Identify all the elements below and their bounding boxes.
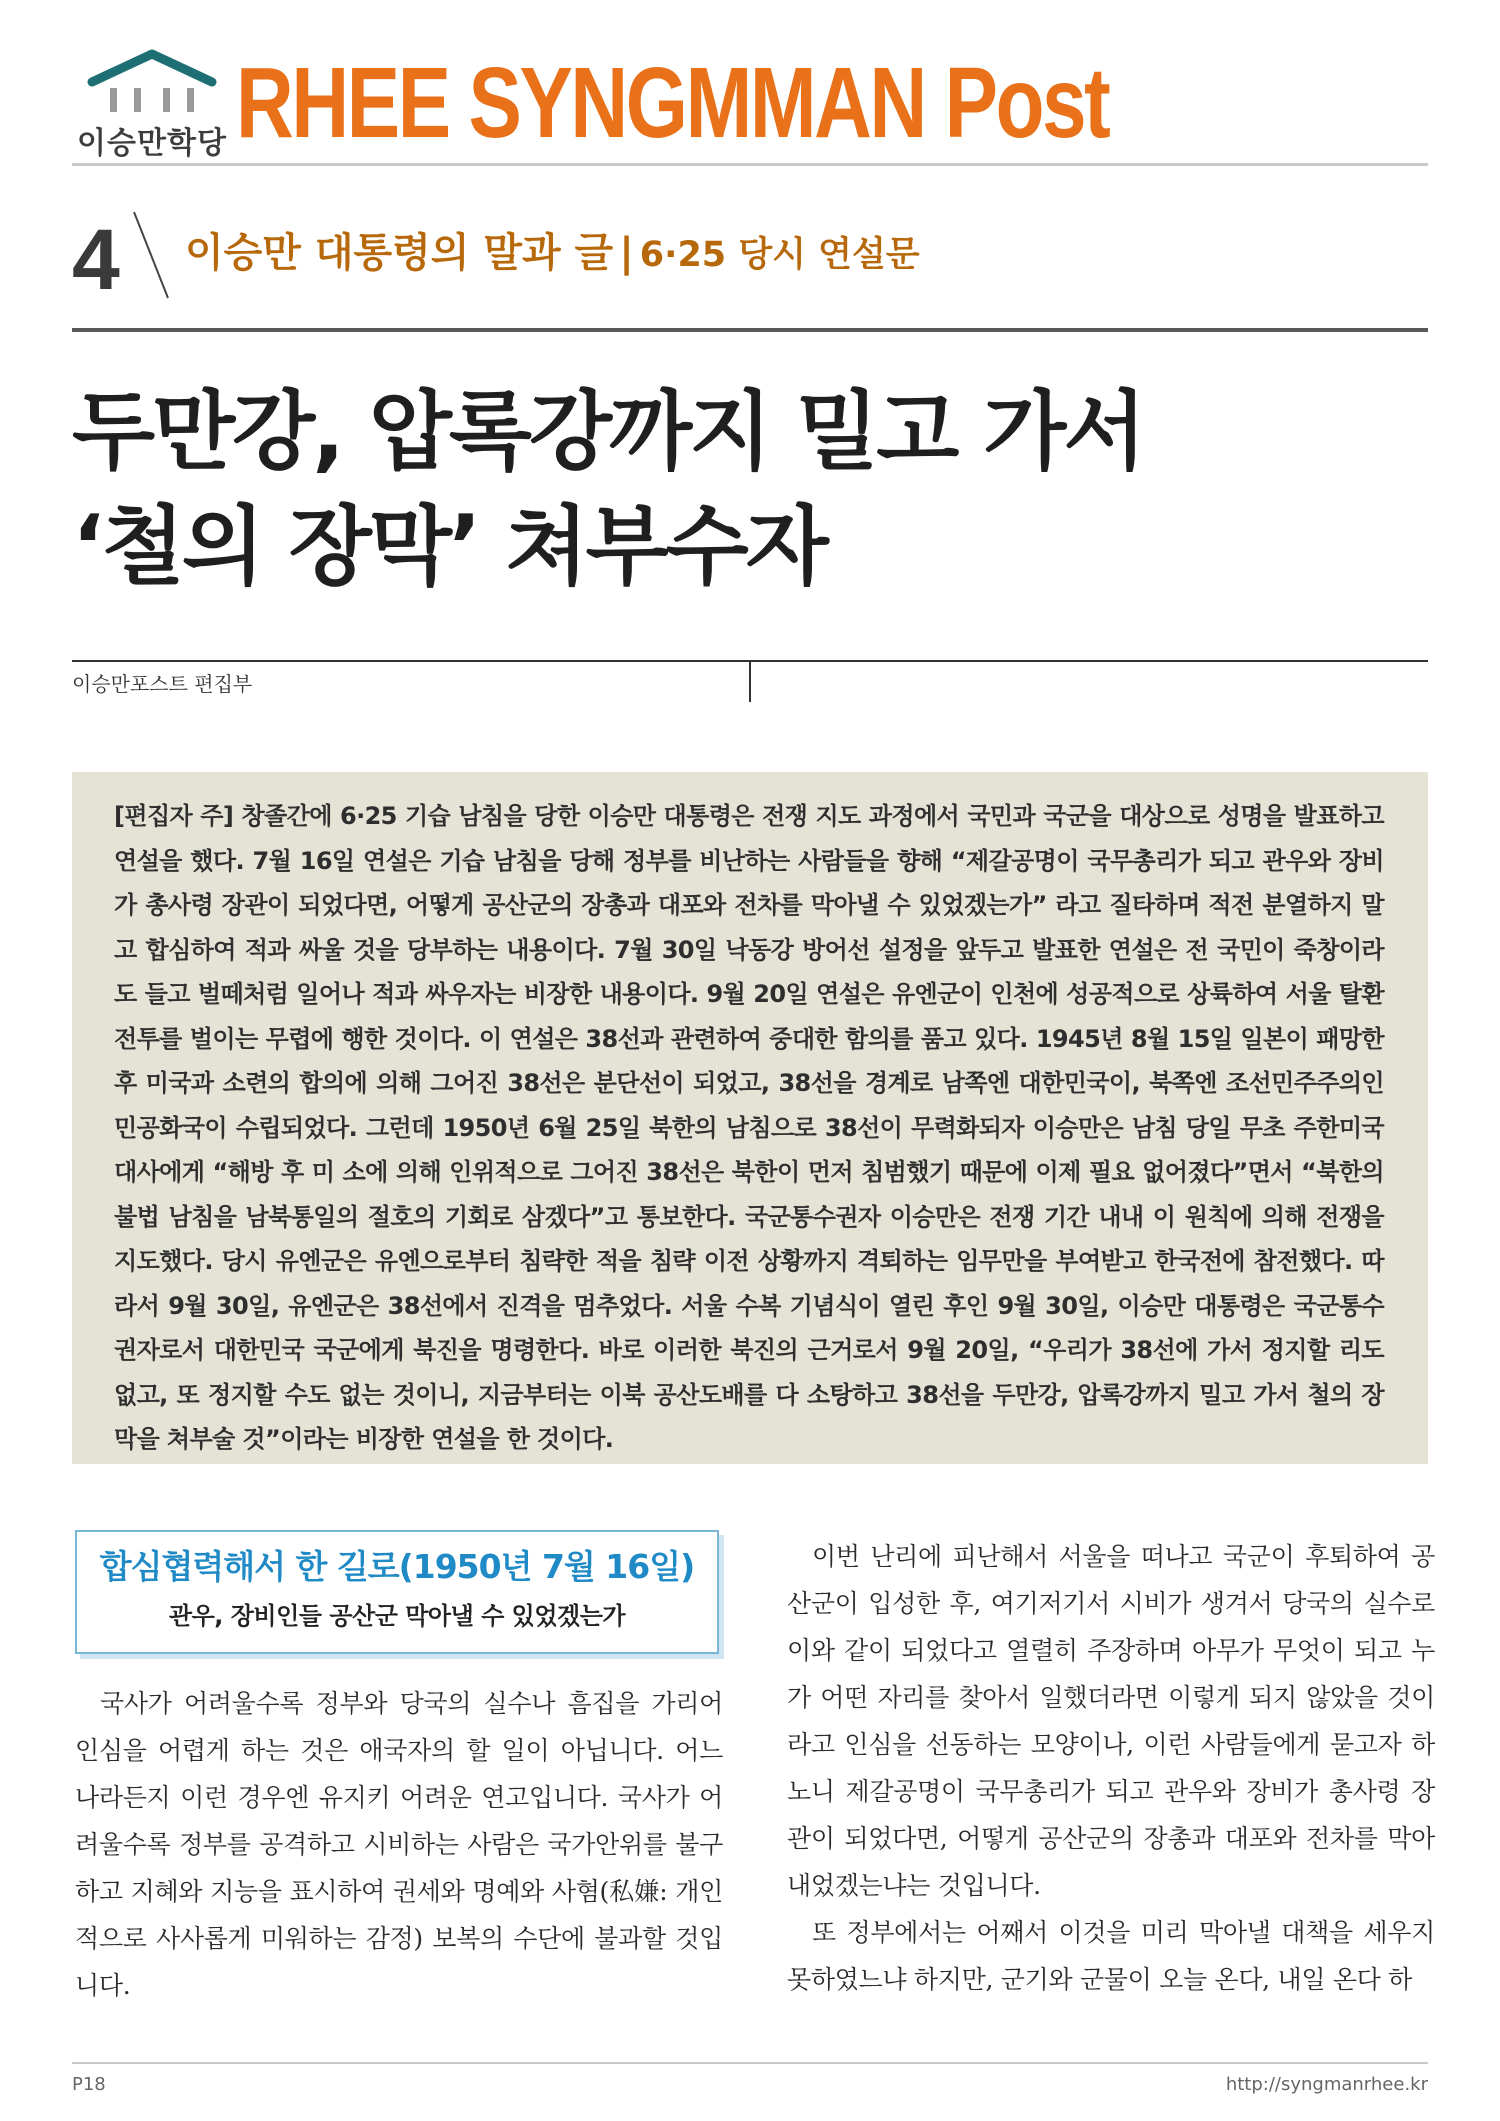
headline-line-1: 두만강, 압록강까지 밀고 가서 bbox=[72, 382, 1144, 482]
masthead-title: RHEE SYNGMMAN Post bbox=[236, 47, 1109, 159]
editor-note-text: [편집자 주] 창졸간에 6·25 기습 남침을 당한 이승만 대통령은 전쟁 지도 과정에서 국민과 국군을 대상으로 성명을 발표하고 연설을 했다. 7월 16일 연설은 기습 남침을 당해 정부를 비난하는 사람들을 향해 “제갈공명이 국무총리가 되고 관우와 장비가 총사령 장관이 되었다면, 어떻게 공산군의 장총과 대포와 전차를 막아낼 수 있었겠는가” 라고 질타하며 적전 분열하지 말고 합심하여 적과 싸울 것을 당부하는 내용이다. 7월 30일 낙동강 방어선 설정을 앞두고 발표한 연설은 전 국민이 죽창이라도 들고 벌떼처럼 일어나 적과 싸우자는 비장한 내용이다. 9월 20일 연설은 유엔군이 인천에 성공적으로 상륙하여 서울 탈환 전투를 벌이는 무렵에 행한 것이다. 이 연설은 38선과 관련하여 중대한 함의를 품고 있다. 1945년 8월 15일 일본이 패망한 후 미국과 소련의 합의에 의해 그어진 38선은 분단선이 되었고, 38선을 경계로 남쪽엔 대한민국이, 북쪽엔 조선민주주의인민공화국이 수립되었다. 그런데 1950년 6월 25일 북한의 남침으로 38선이 무력화되자 이승만은 남침 당일 무초 주한미국대사에게 “해방 후 미 소에 의해 인위적으로 그어진 38선은 북한이 먼저 침범했기 때문에 이제 필요 없어졌다”면서 “북한의 불법 남침을 남북통일의 절호의 기회로 삼겠다”고 통보한다. 국군통수권자 이승만은 전쟁 기간 내내 이 원칙에 의해 전쟁을 지도했다. 당시 유엔군은 유엔으로부터 침략한 적을 침략 이전 상황까지 격퇴하는 임무만을 부여받고 한국전에 참전했다. 따라서 9월 30일, 유엔군은 38선에서 진격을 멈추었다. 서울 수복 기념식이 열린 후인 9월 30일, 이승만 대통령은 국군통수권자로서 대한민국 국군에게 북진을 명령한다. 바로 이러한 북진의 근거로서 9월 20일, “우리가 38선에 가서 정지할 리도 없고, 또 정지할 수도 없는 것이니, 지금부터는 이북 공산도배를 다 소탕하고 38선을 두만강, 압록강까지 밀고 가서 철의 장막을 쳐부술 것”이라는 비장한 연설을 한 것이다. bbox=[114, 802, 1384, 1453]
page-number: P18 bbox=[72, 2074, 106, 2095]
section-title-text: 이승만 대통령의 말과 글 bbox=[185, 230, 614, 276]
logo bbox=[72, 48, 232, 161]
footer-rule bbox=[72, 2062, 1428, 2064]
section-subtitle: 6·25 당시 연설문 bbox=[639, 235, 920, 275]
section-separator: | bbox=[619, 230, 634, 276]
section-title bbox=[185, 225, 920, 283]
headline bbox=[72, 375, 1452, 605]
backslash-divider-icon bbox=[126, 200, 186, 310]
hall-logo-icon bbox=[72, 48, 232, 118]
editor-note-box bbox=[72, 772, 1428, 1464]
section-number: 4 bbox=[72, 212, 120, 308]
body-paragraph: 또 정부에서는 어째서 이것을 미리 막아낼 대책을 세우지 못하였느냐 하지만, 군기와 군물이 오늘 온다, 내일 온다 하 bbox=[787, 1918, 1435, 1994]
speech-title: 합심협력해서 한 길로(1950년 7월 16일) bbox=[99, 1547, 695, 1586]
section-rule bbox=[72, 328, 1428, 332]
byline-divider bbox=[749, 660, 751, 702]
body-column-left bbox=[75, 1680, 723, 2009]
body-paragraph: 이번 난리에 피난해서 서울을 떠나고 국군이 후퇴하여 공산군이 입성한 후, 여기저기서 시비가 생겨서 당국의 실수로 이와 같이 되었다고 열렬히 주장하며 아무가 무엇이 되고 누가 어떤 자리를 찾아서 일했더라면 이렇게 되지 않았을 것이라고 인심을 선동하는 모양이나, 이런 사람들에게 묻고자 하노니 제갈공명이 국무총리가 되고 관우와 장비가 총사령 장관이 되었다면, 어떻게 공산군의 장총과 대포와 전차를 막아내었겠는냐는 것입니다. bbox=[787, 1542, 1435, 1900]
headline-line-2: ‘철의 장막’ 쳐부수자 bbox=[72, 497, 826, 597]
speech-subheading-box bbox=[75, 1530, 719, 1654]
footer-url[interactable]: http://syngmanrhee.kr bbox=[1225, 2074, 1428, 2095]
speech-subtitle: 관우, 장비인들 공산군 막아낼 수 있었겠는가 bbox=[168, 1602, 626, 1630]
body-paragraph: 국사가 어려울수록 정부와 당국의 실수나 흠집을 가리어 인심을 어렵게 하는 것은 애국자의 할 일이 아닙니다. 어느 나라든지 이런 경우엔 유지키 어려운 연고입니다. 국사가 어려울수록 정부를 공격하고 시비하는 사람은 국가안위를 불구하고 지혜와 지능을 표시하여 권세와 명예와 사혐(私嫌: 개인적으로 사사롭게 미워하는 감정) 보복의 수단에 불과할 것입니다. bbox=[75, 1689, 723, 2000]
body-column-right bbox=[787, 1533, 1435, 2003]
header-rule bbox=[72, 163, 1428, 166]
logo-text: 이승만학당 bbox=[77, 126, 227, 161]
byline: 이승만포스트 편집부 bbox=[72, 672, 253, 696]
